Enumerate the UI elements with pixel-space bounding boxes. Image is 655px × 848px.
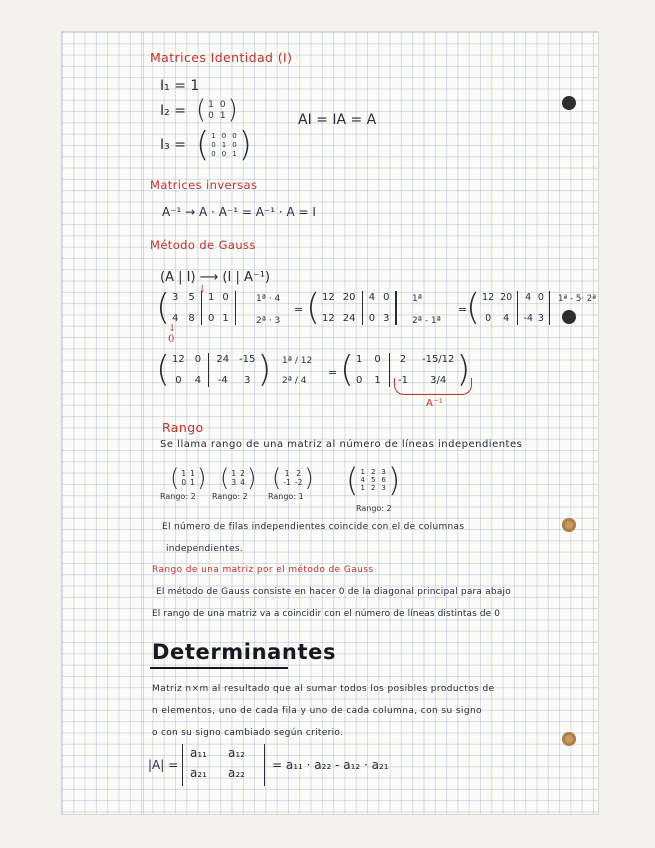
matrix-cell: 0 bbox=[232, 141, 237, 149]
matrix-cell: 0 bbox=[207, 313, 215, 324]
matrix-cell: -15 bbox=[239, 354, 256, 365]
determinant-bar-left bbox=[182, 744, 183, 786]
matrix-cell: 24 bbox=[342, 313, 356, 324]
matrix-cell: 1 bbox=[208, 99, 214, 110]
matrix-cell: 4 bbox=[240, 478, 245, 487]
arrow-down-icon: ↓ bbox=[168, 323, 177, 334]
matrix-cell: 1 bbox=[221, 141, 227, 149]
matrix-cell: -4 bbox=[217, 375, 228, 386]
equals-sign: = bbox=[458, 303, 468, 316]
matrix-cell: 1 bbox=[374, 375, 381, 386]
gauss-step3-matrix: ( 12 20 0 4 4 0 -4 3 bbox=[466, 290, 553, 326]
determinantes-line1: Matriz n×m al resultado que al sumar todos los posibles productos de bbox=[152, 684, 495, 694]
inverse-formula: A⁻¹ → A · A⁻¹ = A⁻¹ · A = I bbox=[162, 205, 316, 219]
identity-i2-matrix: ( 1 0 0 1 ) bbox=[196, 95, 238, 125]
matrix-cell: 4 bbox=[194, 375, 202, 386]
matrix-cell: 3 bbox=[381, 468, 386, 476]
matrix-cell: 0 bbox=[356, 375, 363, 386]
pivot-mark-icon: ↓ bbox=[198, 284, 207, 295]
gauss-step2-matrix: ( 12 20 12 24 4 0 0 3 bbox=[306, 290, 401, 326]
matrix-cell: 1 bbox=[219, 110, 226, 121]
gauss-step5-matrix: ( 1 0 0 1 2 -15/12 -1 3/4 ) bbox=[340, 349, 471, 390]
rango-example-4-label: Rango: 2 bbox=[356, 504, 392, 513]
matrix-cell: 3 bbox=[383, 313, 390, 324]
rango-example-1: ( 1 1 0 1 ) bbox=[170, 464, 207, 492]
matrix-cell: 0 bbox=[221, 150, 227, 158]
gauss-step3-op1: 1ª - 5· 2ª bbox=[558, 294, 597, 304]
rango-example-3-label: Rango: 1 bbox=[268, 492, 304, 501]
matrix-cell: 1 bbox=[231, 469, 237, 478]
matrix-cell: 1 bbox=[356, 354, 363, 365]
matrix-cell: -1 bbox=[283, 478, 291, 487]
binder-hole-icon bbox=[562, 310, 576, 324]
matrix-cell: 2 bbox=[296, 469, 301, 478]
matrix-cell: -15/12 bbox=[421, 354, 455, 365]
matrix-cell: -1 bbox=[397, 375, 408, 386]
matrix-cell: 2 bbox=[370, 468, 376, 476]
determinantes-title: Determinantes bbox=[152, 640, 337, 664]
determinant-bar-right bbox=[264, 744, 265, 786]
matrix-cell: 1 bbox=[222, 313, 229, 324]
rango-note-line1: El número de filas independientes coincide con el de columnas bbox=[162, 522, 465, 532]
matrix-cell: 4 bbox=[368, 292, 376, 303]
gauss-zero-mark: 0 bbox=[168, 334, 175, 345]
gauss-step4-op1: 1ª / 12 bbox=[282, 356, 313, 366]
matrix-cell: 4 bbox=[525, 292, 532, 303]
matrix-cell: 5 bbox=[188, 292, 195, 303]
matrix-cell: 0 bbox=[175, 375, 182, 386]
matrix-cell: 3 bbox=[537, 313, 544, 324]
identity-i3-label: I₃ = bbox=[160, 137, 186, 153]
determinant-cell-21: a₂₁ bbox=[190, 766, 207, 780]
matrix-cell: 6 bbox=[381, 476, 386, 484]
determinantes-line3: o con su signo cambiado según criterio. bbox=[152, 728, 344, 738]
rango-gauss-line2: El rango de una matriz va a coincidir con el número de líneas distintas de 0 bbox=[152, 609, 501, 619]
rango-title: Rango bbox=[162, 420, 204, 435]
matrix-cell: 4 bbox=[503, 313, 510, 324]
gauss-step2-op1: 1ª bbox=[412, 294, 422, 304]
rango-note-line2: independientes. bbox=[166, 544, 243, 554]
rango-example-1-label: Rango: 2 bbox=[160, 492, 196, 501]
identity-title: Matrices Identidad (I) bbox=[150, 50, 293, 65]
matrix-cell: 4 bbox=[172, 313, 179, 324]
matrix-cell: 0 bbox=[194, 354, 202, 365]
gauss-step4-op2: 2ª / 4 bbox=[282, 376, 307, 386]
determinant-cell-11: a₁₁ bbox=[190, 746, 207, 760]
matrix-cell: 0 bbox=[374, 354, 381, 365]
gauss-inverse-label: A⁻¹ bbox=[426, 398, 444, 409]
matrix-cell: 4 bbox=[360, 476, 365, 484]
matrix-cell: 12 bbox=[172, 354, 185, 365]
matrix-cell: 1 bbox=[232, 150, 237, 158]
matrix-cell: 3 bbox=[381, 484, 386, 492]
identity-property: AI = IA = A bbox=[298, 112, 377, 128]
matrix-cell: 1 bbox=[360, 468, 365, 476]
matrix-cell: 2 bbox=[240, 469, 245, 478]
matrix-cell: 0 bbox=[221, 132, 227, 140]
matrix-cell: 3 bbox=[231, 478, 237, 487]
rango-example-2: ( 1 2 3 4 ) bbox=[220, 464, 257, 492]
matrix-cell: 0 bbox=[383, 292, 390, 303]
matrix-cell: 0 bbox=[485, 313, 492, 324]
determinantes-line2: n elementos, uno de cada fila y uno de cada columna, con su signo bbox=[152, 706, 482, 716]
inverse-title: Matrices inversas bbox=[150, 178, 258, 192]
gauss-step1-op2: 2ª · 3 bbox=[256, 316, 281, 326]
matrix-cell: 0 bbox=[232, 132, 237, 140]
matrix-cell: 12 bbox=[322, 313, 335, 324]
inverse-brace bbox=[394, 378, 472, 395]
matrix-cell: 3 bbox=[244, 375, 251, 386]
matrix-cell: 24 bbox=[216, 354, 230, 365]
matrix-cell: 0 bbox=[537, 292, 544, 303]
matrix-cell: 1 bbox=[284, 469, 290, 478]
identity-i2-label: I₂ = bbox=[160, 103, 186, 119]
rango-definition: Se llama rango de una matriz al número de líneas independientes bbox=[160, 439, 523, 450]
rango-example-3: ( 1 2 -1 -2 ) bbox=[272, 464, 314, 492]
matrix-cell: 0 bbox=[211, 141, 216, 149]
matrix-cell: 12 bbox=[482, 292, 495, 303]
determinantes-underline bbox=[150, 667, 288, 669]
matrix-cell: 0 bbox=[222, 292, 229, 303]
matrix-cell: 3/4 bbox=[430, 375, 447, 386]
identity-i3-matrix: ( 1 0 0 0 1 0 0 0 1 ) bbox=[196, 125, 252, 165]
matrix-cell: 0 bbox=[208, 110, 214, 121]
gauss-title: Método de Gauss bbox=[150, 238, 256, 252]
matrix-cell: -4 bbox=[523, 313, 533, 324]
matrix-cell: 1 bbox=[181, 469, 187, 478]
rango-gauss-line1: El método de Gauss consiste en hacer 0 de la diagonal principal para abajo bbox=[156, 587, 511, 597]
matrix-cell: -2 bbox=[294, 478, 303, 487]
gauss-step1-matrix: ( 3 5 4 8 1 0 0 1 bbox=[156, 290, 240, 326]
equals-sign: = bbox=[294, 303, 304, 316]
determinant-cell-22: a₂₂ bbox=[228, 766, 245, 780]
gauss-step1-op1: 1ª · 4 bbox=[256, 294, 281, 304]
gauss-step2-op2: 2ª - 1ª bbox=[412, 316, 441, 326]
matrix-cell: 8 bbox=[188, 313, 195, 324]
matrix-cell: 20 bbox=[342, 292, 356, 303]
matrix-cell: 2 bbox=[399, 354, 407, 365]
matrix-cell: 1 bbox=[360, 484, 365, 492]
matrix-cell: 0 bbox=[219, 99, 226, 110]
binder-hole-icon bbox=[562, 518, 576, 532]
rango-example-2-label: Rango: 2 bbox=[212, 492, 248, 501]
matrix-cell: 3 bbox=[172, 292, 179, 303]
matrix-cell: 0 bbox=[211, 150, 216, 158]
equals-sign: = bbox=[328, 366, 338, 379]
binder-hole-icon bbox=[562, 732, 576, 746]
matrix-cell: 1 bbox=[190, 469, 195, 478]
binder-hole-icon bbox=[562, 96, 576, 110]
matrix-cell: 1 bbox=[207, 292, 215, 303]
rango-example-4: ( 1 2 3 4 5 6 1 2 3 ) bbox=[346, 461, 401, 499]
determinant-rhs: = a₁₁ · a₂₂ - a₁₂ · a₂₁ bbox=[272, 758, 389, 772]
gauss-scheme: (A | I) ⟶ (I | A⁻¹) bbox=[160, 270, 271, 285]
matrix-cell: 2 bbox=[370, 484, 376, 492]
page-margin-line bbox=[143, 32, 144, 814]
gauss-step4-matrix: ( 12 0 0 4 24 -15 -4 3 ) bbox=[156, 349, 272, 390]
identity-i1: I₁ = 1 bbox=[160, 78, 200, 94]
matrix-cell: 20 bbox=[500, 292, 513, 303]
determinant-lhs: |A| = bbox=[148, 758, 179, 772]
matrix-cell: 1 bbox=[211, 132, 216, 140]
determinant-cell-12: a₁₂ bbox=[228, 746, 245, 760]
matrix-cell: 1 bbox=[190, 478, 195, 487]
rango-gauss-title: Rango de una matriz por el método de Gauss bbox=[152, 565, 374, 575]
matrix-cell: 12 bbox=[322, 292, 335, 303]
matrix-cell: 5 bbox=[370, 476, 376, 484]
matrix-cell: 0 bbox=[368, 313, 376, 324]
matrix-cell: 0 bbox=[181, 478, 187, 487]
